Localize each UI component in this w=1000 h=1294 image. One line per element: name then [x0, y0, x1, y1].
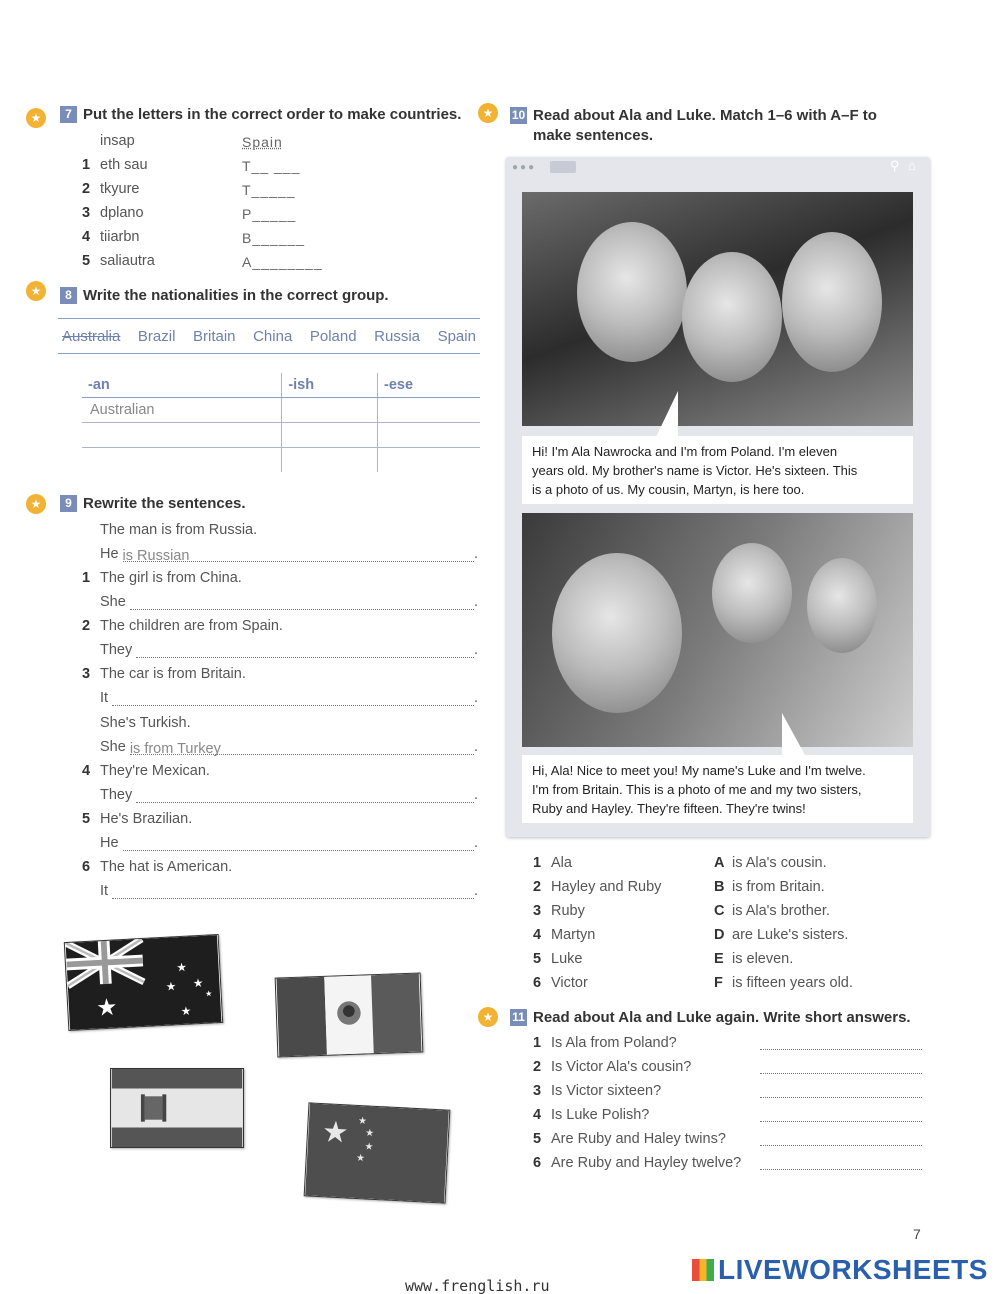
table-cell-example: Australian: [82, 397, 282, 422]
answer-line: is Russian: [123, 548, 474, 562]
ex10-title-line1: Read about Ala and Luke. Match 1–6 with A–F to: [533, 107, 877, 124]
question-text: Is Victor sixteen?: [551, 1083, 662, 1099]
ex9-rewrite-line: [100, 739, 478, 755]
full-stop: .: [473, 546, 478, 562]
ex9-number: 9: [60, 495, 77, 512]
item-number: 6: [533, 1155, 542, 1171]
answer-hint[interactable]: P_____: [242, 206, 297, 222]
ex7-item: [82, 157, 148, 173]
ex11-question: [533, 1035, 677, 1051]
ex9-rewrite-line: [100, 835, 478, 851]
item-number: 5: [82, 811, 91, 827]
ex7-title-wrap: [60, 106, 461, 123]
svg-text:★: ★: [180, 1004, 192, 1019]
match-left-text: Ruby: [551, 903, 585, 919]
short-answer-line[interactable]: [760, 1036, 922, 1050]
ex9-sentence: [82, 763, 210, 779]
sentence-text: He's Brazilian.: [100, 811, 193, 827]
word-bank: [58, 318, 480, 354]
answer-hint[interactable]: T__ ___: [242, 158, 301, 174]
item-number: 5: [82, 253, 91, 269]
item-number: 3: [82, 666, 91, 682]
caption-ala-line: Hi! I'm Ala Nawrocka and I'm from Poland. I'm eleven: [532, 444, 838, 459]
face-left: [577, 222, 687, 362]
sentence-start: He: [100, 546, 119, 562]
item-letter: A: [714, 855, 725, 871]
face-left: [552, 553, 682, 713]
sentence-text: The man is from Russia.: [100, 522, 258, 538]
mexico-flag: [275, 972, 424, 1057]
logo-text: LIVEWORKSHEETS: [718, 1254, 988, 1285]
match-left-item: [533, 879, 661, 895]
svg-text:★: ★: [355, 1152, 366, 1165]
match-left-text: Victor: [551, 975, 588, 991]
item-number: 2: [533, 879, 542, 895]
search-icon[interactable]: ⚲: [890, 158, 900, 173]
browser-window: [506, 157, 930, 837]
sentence-start: She: [100, 739, 126, 755]
scrambled-word: tkyure: [100, 181, 140, 197]
ex11-question: [533, 1083, 661, 1099]
match-left-text: Luke: [551, 951, 583, 967]
item-letter: C: [714, 903, 725, 919]
match-right-text: is Ala's brother.: [732, 903, 830, 919]
ex9-title-wrap: [60, 495, 246, 512]
china-flag: [304, 1102, 451, 1203]
face-middle: [712, 543, 792, 643]
answer-cell[interactable]: [282, 447, 378, 472]
item-letter: E: [714, 951, 724, 967]
answer-cell[interactable]: [378, 397, 480, 422]
answer-hint[interactable]: B______: [242, 230, 306, 246]
ex9-rewrite-line: [100, 690, 478, 706]
svg-text:★: ★: [364, 1141, 374, 1153]
full-stop: .: [473, 883, 478, 899]
svg-text:★: ★: [321, 1115, 350, 1150]
face-right: [782, 232, 882, 372]
tab-chip: [550, 161, 576, 173]
sentence-start: He: [100, 835, 119, 851]
ex11-question: [533, 1155, 741, 1171]
answer-cell[interactable]: [378, 422, 480, 447]
ex7-example-answer: Spain: [242, 134, 283, 150]
word-bank-item: Brazil: [137, 327, 176, 345]
ex9-sentence: [82, 666, 246, 682]
sentence-start: It: [100, 883, 109, 899]
answer-line[interactable]: [130, 596, 474, 610]
ex11-number: 11: [510, 1009, 527, 1026]
speech-pointer-2: [782, 713, 806, 757]
svg-text:★: ★: [95, 993, 119, 1021]
item-number: 3: [82, 205, 91, 221]
caption-luke-line: I'm from Britain. This is a photo of me and my two sisters,: [532, 782, 862, 797]
sentence-text: The girl is from China.: [100, 570, 242, 586]
ex10-number: 10: [511, 108, 526, 122]
answer-line[interactable]: [123, 837, 474, 851]
question-text: Are Ruby and Hayley twelve?: [551, 1155, 742, 1171]
full-stop: .: [473, 594, 478, 610]
photo-ala-victor-martyn: [522, 192, 913, 426]
scrambled-word: eth sau: [100, 157, 148, 173]
column-header-ish: -ish: [282, 373, 378, 397]
svg-text:★: ★: [176, 960, 188, 975]
ex10-title-wrap: [510, 106, 877, 146]
home-icon[interactable]: ⌂: [908, 158, 916, 173]
svg-text:★: ★: [205, 989, 213, 999]
ex9-title: Rewrite the sentences.: [83, 495, 246, 512]
item-number: 4: [533, 927, 542, 943]
photo-luke-sisters: [522, 513, 913, 747]
match-right-item: [714, 975, 853, 991]
item-number: 1: [533, 855, 542, 871]
item-number: 4: [533, 1107, 542, 1123]
australia-flag: [64, 934, 223, 1031]
star-icon: ★: [478, 1007, 498, 1027]
star-icon: ★: [26, 494, 46, 514]
match-left-text: Ala: [551, 855, 572, 871]
answer-line[interactable]: [136, 789, 474, 803]
match-right-item: [714, 903, 830, 919]
footer-url: www.frenglish.ru: [405, 1277, 550, 1294]
column-header-ese: -ese: [378, 373, 480, 397]
sentence-start: It: [100, 690, 109, 706]
match-left-item: [533, 903, 585, 919]
ex9-rewrite-line: [100, 787, 478, 803]
sentence-text: She's Turkish.: [100, 715, 191, 731]
logo-mark-icon: [692, 1259, 714, 1281]
ex9-sentence: [82, 811, 192, 827]
ex7-item: [82, 253, 155, 269]
match-right-text: is from Britain.: [732, 879, 825, 895]
question-text: Are Ruby and Haley twins?: [551, 1131, 726, 1147]
ex9-sentence: [82, 859, 232, 875]
ex7-example-scrambled: insap: [100, 133, 135, 149]
word-bank-item: Britain: [193, 327, 236, 345]
ex11-title: Read about Ala and Luke again. Write short answers.: [533, 1009, 911, 1026]
match-right-text: is fifteen years old.: [732, 975, 853, 991]
word-bank-item: Australia: [62, 327, 121, 345]
scrambled-word: saliautra: [100, 253, 155, 269]
item-number: 5: [533, 951, 542, 967]
svg-text:★: ★: [192, 976, 204, 991]
match-left-item: [533, 927, 595, 943]
short-answer-line[interactable]: [760, 1060, 922, 1074]
ex9-sentence: [82, 618, 283, 634]
item-number: 2: [82, 181, 91, 197]
short-answer-line[interactable]: [760, 1132, 922, 1146]
item-letter: D: [714, 927, 725, 943]
scrambled-word: tiiarbn: [100, 229, 140, 245]
item-number: 1: [82, 570, 91, 586]
sentence-start: They: [100, 642, 133, 658]
ex7-item: [82, 181, 140, 197]
sentence-start: She: [100, 594, 126, 610]
ex11-question: [533, 1131, 726, 1147]
match-right-item: [714, 927, 848, 943]
speech-pointer-1: [656, 391, 678, 437]
ex9-rewrite-line: [100, 594, 478, 610]
item-number: 4: [82, 763, 91, 779]
caption-ala: [522, 436, 913, 504]
svg-text:★: ★: [357, 1115, 368, 1128]
ex7-item: [82, 229, 140, 245]
page-number: 7: [913, 1226, 921, 1242]
caption-luke-line: Hi, Ala! Nice to meet you! My name's Luke and I'm twelve.: [532, 763, 866, 778]
question-text: Is Luke Polish?: [551, 1107, 650, 1123]
liveworksheets-logo: [692, 1254, 988, 1286]
caption-luke-line: Ruby and Hayley. They're fifteen. They're twins!: [532, 801, 806, 816]
ex7-item: [82, 205, 144, 221]
svg-text:★: ★: [365, 1127, 375, 1140]
ex11-question: [533, 1107, 649, 1123]
caption-ala-line: is a photo of us. My cousin, Martyn, is here too.: [532, 482, 805, 497]
item-number: 2: [533, 1059, 542, 1075]
match-right-text: are Luke's sisters.: [732, 927, 849, 943]
item-letter: B: [714, 879, 725, 895]
ex9-sentence: [82, 522, 257, 538]
ex9-sentence: [82, 570, 242, 586]
nationality-table: [82, 373, 480, 472]
match-right-item: [714, 951, 793, 967]
ex7-number: 7: [60, 106, 77, 123]
caption-luke: [522, 755, 913, 823]
answer-cell[interactable]: [82, 422, 282, 447]
match-left-text: Hayley and Ruby: [551, 879, 662, 895]
question-text: Is Victor Ala's cousin?: [551, 1059, 692, 1075]
item-number: 1: [533, 1035, 542, 1051]
short-answer-line[interactable]: [760, 1108, 922, 1122]
ex11-title-wrap: [510, 1009, 911, 1026]
match-left-item: [533, 951, 582, 967]
answer-cell[interactable]: [282, 397, 378, 422]
spain-flag: [110, 1068, 244, 1148]
answer-hint[interactable]: T_____: [242, 182, 296, 198]
caption-ala-line: years old. My brother's name is Victor. He's sixteen. This: [532, 463, 858, 478]
match-right-item: [714, 855, 827, 871]
item-number: 4: [82, 229, 91, 245]
ex9-rewrite-line: [100, 546, 478, 562]
item-number: 5: [533, 1131, 542, 1147]
match-left-item: [533, 975, 588, 991]
sentence-text: The car is from Britain.: [100, 666, 246, 682]
sentence-text: They're Mexican.: [100, 763, 210, 779]
word-bank-item: Poland: [309, 327, 357, 345]
answer-cell[interactable]: [82, 447, 282, 472]
answer-cell[interactable]: [282, 422, 378, 447]
item-number: 6: [82, 859, 91, 875]
item-number: 1: [82, 157, 91, 173]
ex9-sentence: [82, 715, 191, 731]
ex7-title: Put the letters in the correct order to make countries.: [83, 106, 462, 123]
ex8-title-wrap: [60, 287, 389, 304]
match-left-text: Martyn: [551, 927, 596, 943]
answer-line[interactable]: [112, 885, 474, 899]
full-stop: .: [473, 642, 478, 658]
face-middle: [682, 252, 782, 382]
answer-hint[interactable]: A________: [242, 254, 323, 270]
short-answer-line[interactable]: [760, 1084, 922, 1098]
item-letter: F: [714, 975, 723, 991]
ex10-title-line2: make sentences.: [533, 127, 654, 144]
answer-cell[interactable]: [378, 447, 480, 472]
scrambled-word: dplano: [100, 205, 144, 221]
match-right-item: [714, 879, 825, 895]
star-icon: ★: [26, 281, 46, 301]
full-stop: .: [473, 835, 478, 851]
ex9-rewrite-line: [100, 642, 478, 658]
item-number: 3: [533, 903, 542, 919]
item-number: 3: [533, 1083, 542, 1099]
ex11-question: [533, 1059, 691, 1075]
ex8-title: Write the nationalities in the correct group.: [83, 287, 389, 304]
full-stop: .: [473, 787, 478, 803]
word-bank-item: China: [253, 327, 293, 345]
question-text: Is Ala from Poland?: [551, 1035, 677, 1051]
item-number: 6: [533, 975, 542, 991]
answer-line[interactable]: [136, 644, 474, 658]
ex8-number: 8: [60, 287, 77, 304]
match-right-text: is Ala's cousin.: [732, 855, 827, 871]
full-stop: .: [473, 690, 478, 706]
answer-line[interactable]: [112, 692, 474, 706]
face-right: [807, 558, 877, 653]
match-right-text: is eleven.: [732, 951, 794, 967]
svg-text:★: ★: [165, 980, 177, 994]
sentence-start: They: [100, 787, 133, 803]
star-icon: ★: [478, 103, 498, 123]
ex9-rewrite-line: [100, 883, 478, 899]
answer-line: is from Turkey: [130, 741, 474, 755]
word-bank-item: Russia: [374, 327, 420, 345]
word-bank-item: Spain: [437, 327, 476, 345]
sentence-text: The hat is American.: [100, 859, 233, 875]
full-stop: .: [473, 739, 478, 755]
star-icon: ★: [26, 108, 46, 128]
sentence-text: The children are from Spain.: [100, 618, 283, 634]
match-left-item: [533, 855, 572, 871]
window-dots-icon: ●●●: [512, 162, 537, 173]
item-number: 2: [82, 618, 91, 634]
short-answer-line[interactable]: [760, 1156, 922, 1170]
column-header-an: -an: [82, 373, 282, 397]
